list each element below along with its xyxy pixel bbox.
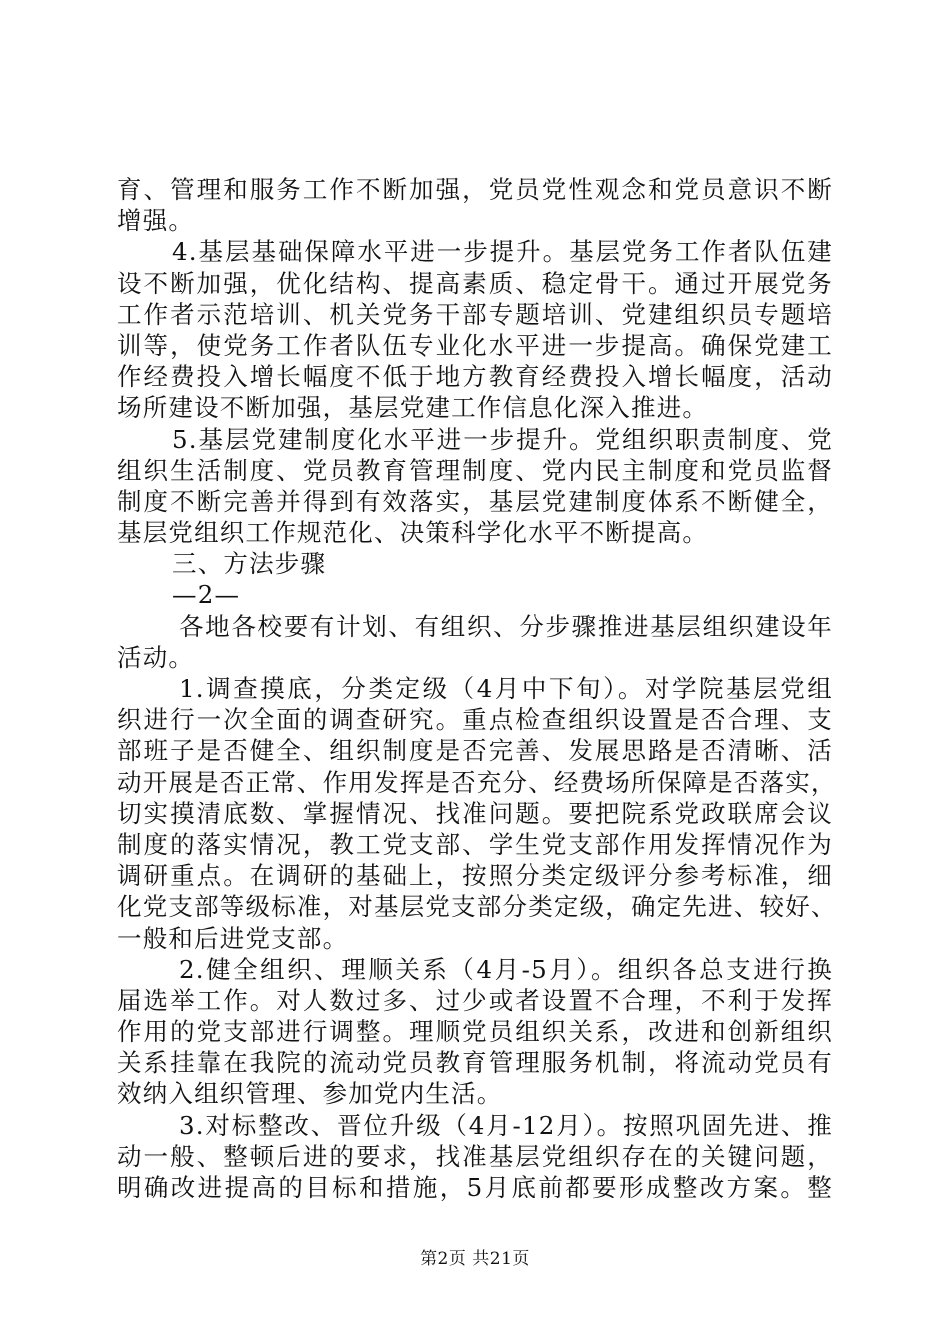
- text-line: 效纳入组织管理、参加党内生活。: [117, 1079, 503, 1109]
- text-line: 一般和后进党支部。: [117, 923, 349, 953]
- text-line: 基层党组织工作规范化、决策科学化水平不断提高。: [117, 518, 709, 548]
- text-line: 动开展是否正常、作用发挥是否充分、经费场所保障是否落实，: [117, 767, 837, 797]
- text-line: 明确改进提高的目标和措施，5月底前都要形成整改方案。整: [117, 1173, 833, 1202]
- page-marker: —2—: [172, 580, 241, 610]
- text-line: 4.基层基础保障水平进一步提升。基层党务工作者队伍建: [172, 237, 833, 267]
- text-line: 部班子是否健全、组织制度是否完善、发展思路是否清晰、活: [117, 736, 833, 766]
- text-line: 织进行一次全面的调查研究。重点检查组织设置是否合理、支: [117, 705, 833, 735]
- text-line: 组织生活制度、党员教育管理制度、党内民主制度和党员监督: [117, 455, 833, 485]
- text-line: 作经费投入增长幅度不低于地方教育经费投入增长幅度，活动: [117, 362, 833, 392]
- text-line: 工作者示范培训、机关党务干部专题培训、党建组织员专题培: [117, 299, 833, 329]
- text-line: 动一般、整顿后进的要求，找准基层党组织存在的关键问题，: [117, 1141, 833, 1171]
- text-line: 育、管理和服务工作不断加强，党员党性观念和党员意识不断: [117, 175, 833, 204]
- text-line: 届选举工作。对人数过多、过少或者设置不合理，不利于发挥: [117, 985, 833, 1015]
- text-line: 作用的党支部进行调整。理顺党员组织关系，改进和创新组织: [117, 1017, 833, 1047]
- text-line: 3.对标整改、晋位升级（4月-12月）。按照巩固先进、推: [179, 1110, 833, 1140]
- text-line: 场所建设不断加强，基层党建工作信息化深入推进。: [117, 393, 709, 423]
- text-line: 训等，使党务工作者队伍专业化水平进一步提高。确保党建工: [117, 330, 833, 360]
- text-line: 制度的落实情况，教工党支部、学生党支部作用发挥情况作为: [117, 829, 833, 859]
- document-body: [117, 174, 837, 1203]
- text-line: 制度不断完善并得到有效落实，基层党建制度体系不断健全，: [117, 486, 833, 516]
- text-line: 切实摸清底数、掌握情况、找准问题。要把院系党政联席会议: [117, 798, 833, 828]
- section-heading: 三、方法步骤: [172, 549, 327, 579]
- text-line: 5.基层党建制度化水平进一步提升。党组织职责制度、党: [172, 424, 833, 454]
- text-line: 增强。: [117, 206, 195, 236]
- text-line: 化党支部等级标准，对基层党支部分类定级，确定先进、较好、: [117, 892, 837, 922]
- text-line: 调研重点。在调研的基础上，按照分类定级评分参考标准，细: [117, 861, 833, 891]
- text-line: 2.健全组织、理顺关系（4月-5月）。组织各总支进行换: [179, 954, 833, 984]
- text-line: 活动。: [117, 642, 195, 672]
- page-footer: 第2页 共21页: [420, 1249, 530, 1269]
- text-line: 设不断加强，优化结构、提高素质、稳定骨干。通过开展党务: [117, 268, 833, 298]
- text-line: 1.调查摸底，分类定级（4月中下旬）。对学院基层党组: [179, 674, 833, 703]
- text-line: 各地各校要有计划、有组织、分步骤推进基层组织建设年: [179, 611, 833, 641]
- text-line: 关系挂靠在我院的流动党员教育管理服务机制，将流动党员有: [117, 1048, 833, 1078]
